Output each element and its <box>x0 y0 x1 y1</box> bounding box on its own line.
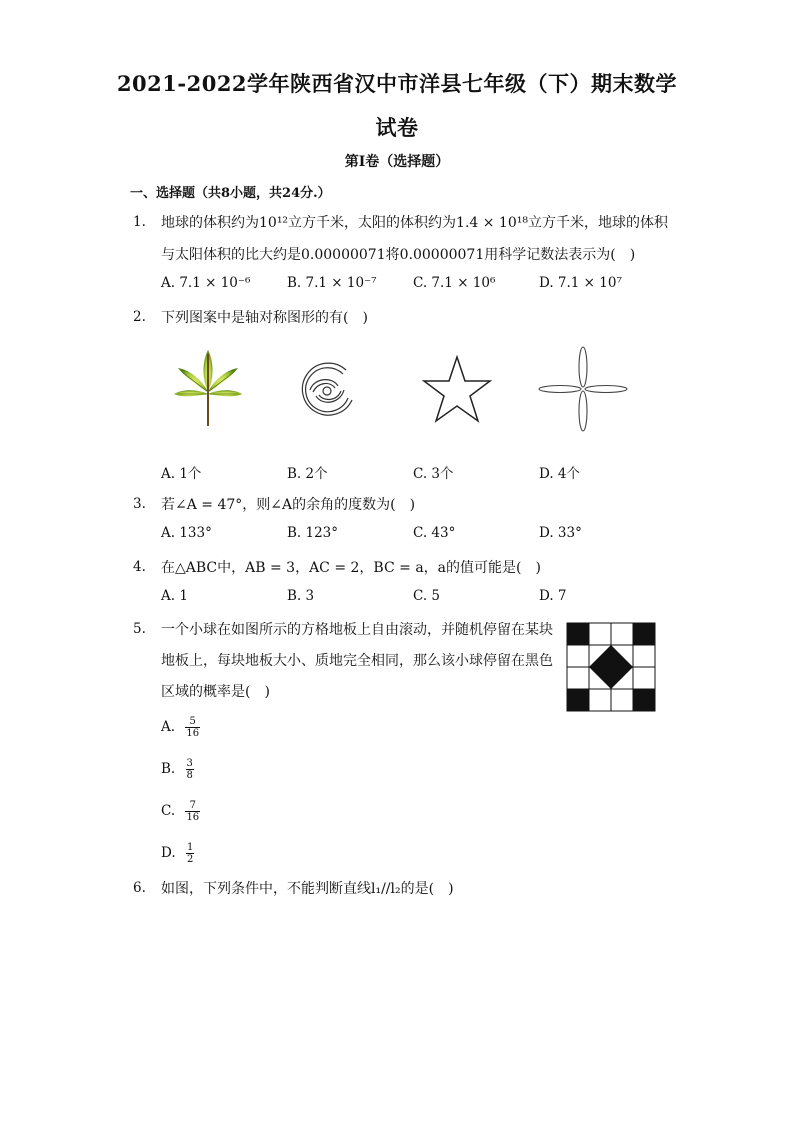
question-1-option-a: A. 7.1 × 10⁻⁶ <box>161 275 251 291</box>
question-1-text-line2: 与太阳体积的比大约是0.00000071将0.00000071用科学记数法表示为( ) <box>161 247 636 263</box>
question-2-option-b: B. 2个 <box>287 466 328 482</box>
question-1-number: 1. <box>133 214 146 230</box>
question-2-option-a: A. 1个 <box>161 466 202 482</box>
question-3-option-c: C. 43° <box>413 525 456 541</box>
question-4-option-b: B. 3 <box>287 588 315 604</box>
question-4-text-line1: 在△ABC中，AB = 3，AC = 2，BC = a，a的值可能是( ) <box>161 560 541 576</box>
part-title: 第Ⅰ卷（选择题） <box>344 154 450 170</box>
tile-grid-figure <box>566 622 658 714</box>
question-6-number: 6. <box>133 880 146 896</box>
question-6-text-line1: 如图，下列条件中，不能判断直线l₁//l₂的是( ) <box>161 881 454 897</box>
question-5-option-d: D. $\frac{1}{2}$ <box>161 842 194 865</box>
question-5-option-c: C. $\frac{7}{16}$ <box>161 800 200 823</box>
question-4-option-a: A. 1 <box>161 588 188 604</box>
star-icon <box>422 355 492 423</box>
petal-cross-icon <box>537 346 629 432</box>
question-1-option-c: C. 7.1 × 10⁶ <box>413 275 496 291</box>
swirl-ring-icon <box>296 360 358 420</box>
question-5-option-a: A. $\frac{5}{16}$ <box>161 716 200 739</box>
question-2-option-d: D. 4个 <box>539 466 581 482</box>
document-title-line1: 2021-2022学年陕西省汉中市洋县七年级（下）期末数学 <box>116 71 678 96</box>
leaf-icon <box>172 348 244 428</box>
question-5-text-line1: 一个小球在如图所示的方格地板上自由滚动，并随机停留在某块 <box>161 622 553 638</box>
question-1-text-line1: 地球的体积约为10¹²立方千米，太阳的体积约为1.4 × 10¹⁸立方千米，地球的体积 <box>161 215 668 231</box>
question-3-option-a: A. 133° <box>161 525 212 541</box>
question-5-number: 5. <box>133 621 146 637</box>
question-3-option-b: B. 123° <box>287 525 339 541</box>
section-header: 一、选择题（共8小题，共24分.） <box>130 186 331 201</box>
question-3-text-line1: 若∠A = 47°，则∠A的余角的度数为( ) <box>161 497 416 513</box>
document-title-line2: 试卷 <box>375 115 419 140</box>
question-3-number: 3. <box>133 496 146 512</box>
question-1-option-d: D. 7.1 × 10⁷ <box>539 275 622 291</box>
question-4-option-c: C. 5 <box>413 588 441 604</box>
question-3-option-d: D. 33° <box>539 525 582 541</box>
question-4-number: 4. <box>133 559 146 575</box>
question-4-option-d: D. 7 <box>539 588 567 604</box>
question-5-text-line3: 区域的概率是( ) <box>161 684 270 700</box>
question-2-text-line1: 下列图案中是轴对称图形的有( ) <box>161 310 368 326</box>
question-2-number: 2. <box>133 309 146 325</box>
question-1-option-b: B. 7.1 × 10⁻⁷ <box>287 275 377 291</box>
question-2-option-c: C. 3个 <box>413 466 454 482</box>
question-5-text-line2: 地板上，每块地板大小、质地完全相同，那么该小球停留在黑色 <box>161 653 553 669</box>
question-5-option-b: B. $\frac{3}{8}$ <box>161 758 193 781</box>
